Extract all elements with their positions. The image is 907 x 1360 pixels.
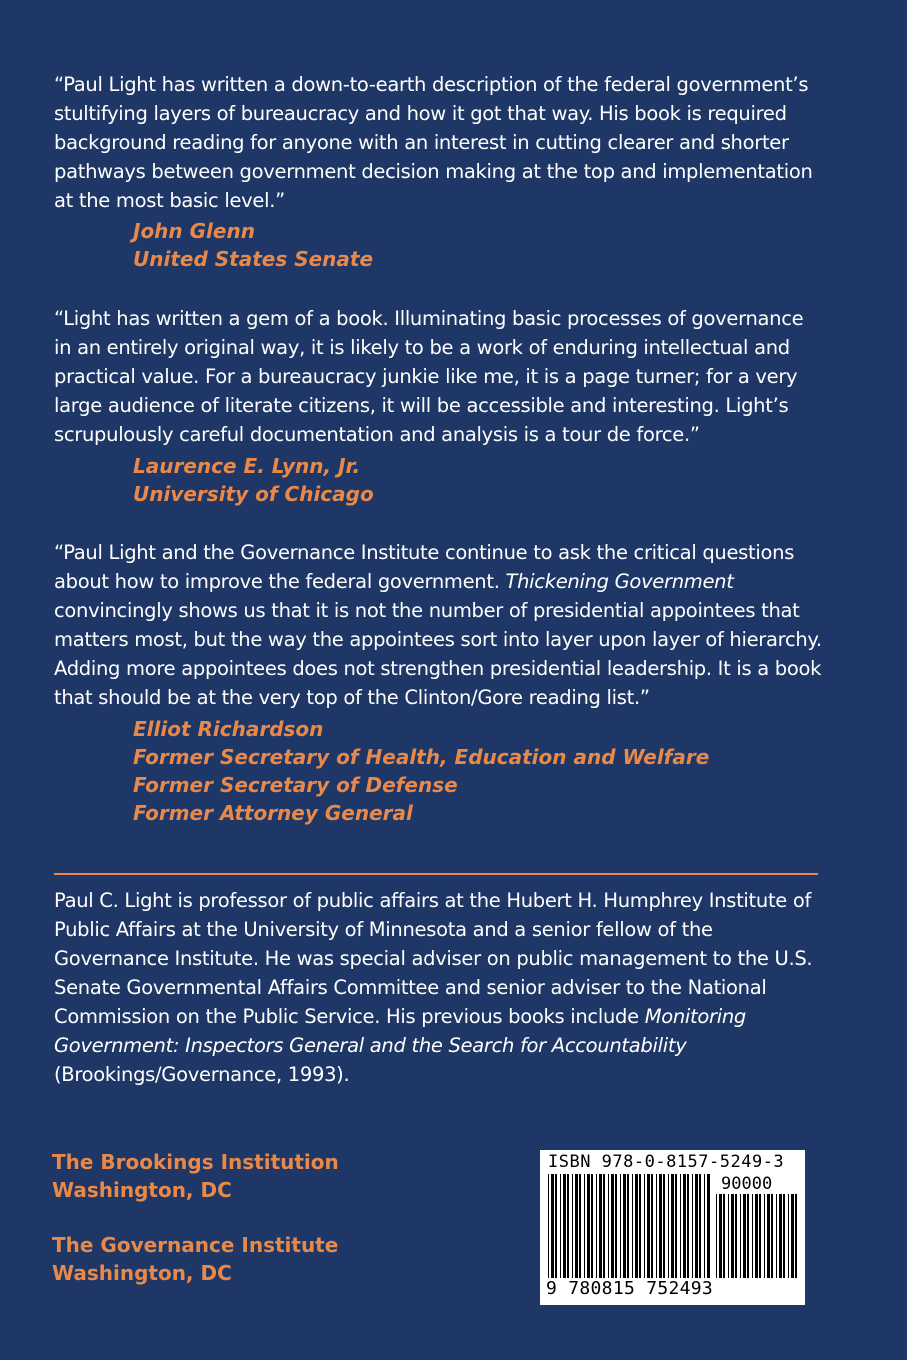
barcode-bar	[644, 1174, 645, 1278]
barcode-bar	[788, 1194, 789, 1278]
barcode-bar	[675, 1174, 677, 1278]
barcode-bar	[656, 1174, 657, 1278]
barcode-bar	[764, 1194, 765, 1278]
barcode-bar	[767, 1194, 770, 1278]
barcode-bar	[551, 1174, 554, 1278]
attribution-name: Laurence E. Lynn, Jr.	[133, 454, 361, 478]
divider	[54, 873, 818, 875]
publisher-brookings	[52, 1148, 339, 1204]
barcode-bar	[603, 1174, 605, 1278]
isbn-barcode	[540, 1150, 805, 1305]
attribution-title: Former Secretary of Health, Education and Welfare	[133, 745, 710, 769]
barcode-bar	[791, 1194, 794, 1278]
attribution-title: Former Attorney General	[133, 801, 413, 825]
barcode-bar	[632, 1174, 633, 1278]
barcode-bar	[567, 1174, 569, 1278]
barcode-bar	[563, 1174, 566, 1278]
barcode-bar	[692, 1174, 693, 1278]
barcode-bar	[615, 1174, 617, 1278]
quote-text: “Paul Light and the Governance Institute continue to ask the critical questions about how to improve the federal government.	[54, 541, 795, 593]
book-title: Thickening Government	[505, 570, 734, 593]
bio-text: Paul C. Light is professor of public affairs at the Hubert H. Humphrey Institute of Public Affairs at the University of Minnesota and a senior fellow of the Governance Institute. He was special adviser on public management to the U.S. Senate Governmental Affairs Committee and senior adviser to the National Commission on the Public Service. His previous books include	[54, 889, 813, 1028]
barcode-bar	[719, 1194, 722, 1278]
publisher-location: Washington, DC	[52, 1178, 232, 1202]
barcode-bar	[795, 1194, 797, 1278]
quote-richardson	[54, 538, 824, 712]
attribution-title: Former Secretary of Defense	[133, 773, 458, 797]
attribution-name: John Glenn	[133, 219, 255, 243]
quote-glenn: “Paul Light has written a down-to-earth description of the federal government’s stultifying layers of bureaucracy and how it got that way. His book is required background reading for anyone with an interest in cutting clearer and shorter pathways between government decision making at the top and implementation at the most basic level.”	[54, 73, 813, 212]
barcode-bar	[752, 1194, 753, 1278]
barcode-bar	[620, 1174, 621, 1278]
barcode-bar	[647, 1174, 650, 1278]
barcode-bar	[771, 1194, 773, 1278]
quote-lynn: “Light has written a gem of a book. Illuminating basic processes of governance in an entirely original way, it is likely to be a work of enduring intellectual and practical value. For a bureaucracy junkie like me, it is a page turner; for a very large audience of literate citizens, it will be accessible and interesting. Light’s scrupulously careful documentation and analysis is a tour de force.”	[54, 307, 804, 446]
barcode-bar	[579, 1174, 581, 1278]
barcode-bar	[611, 1174, 614, 1278]
barcode-bar	[695, 1174, 698, 1278]
barcode-bar	[704, 1174, 705, 1278]
attribution-richardson	[133, 715, 709, 827]
barcode-bar	[591, 1174, 593, 1278]
bio-text: (Brookings/Governance, 1993).	[54, 1063, 350, 1086]
barcode-bar	[683, 1174, 686, 1278]
barcode-bar	[627, 1174, 629, 1278]
barcode-bar	[668, 1174, 669, 1278]
attribution-name: Elliot Richardson	[133, 717, 324, 741]
barcode-bar	[671, 1174, 674, 1278]
barcode-bar	[560, 1174, 561, 1278]
barcode-bar	[699, 1174, 701, 1278]
barcode-bar	[747, 1194, 749, 1278]
price-barcode-bars	[716, 1194, 798, 1278]
attribution-title: University of Chicago	[133, 482, 374, 506]
barcode-bar	[651, 1174, 653, 1278]
barcode-bar	[735, 1194, 737, 1278]
author-bio	[54, 886, 824, 1089]
publisher-name: The Brookings Institution	[52, 1150, 339, 1174]
quote-text: convincingly shows us that it is not the number of presidential appointees that matters most, but the way the appointees sort into layer upon layer of hierarchy. Adding more appointees does not strengthen presidential leadership. It is a book that should be at the very top of the Clinton/Gore reading list.”	[54, 599, 822, 709]
attribution-title: United States Senate	[133, 247, 374, 271]
barcode-bar	[743, 1194, 746, 1278]
barcode-bar	[635, 1174, 638, 1278]
barcode-bar	[680, 1174, 681, 1278]
publisher-location: Washington, DC	[52, 1261, 232, 1285]
barcode-bar	[575, 1174, 578, 1278]
publisher-governance	[52, 1231, 338, 1287]
barcode-bar	[716, 1194, 717, 1278]
barcode-bar	[663, 1174, 665, 1278]
barcode-bar	[608, 1174, 609, 1278]
price-code: 90000	[721, 1174, 773, 1194]
barcode-bar	[728, 1194, 729, 1278]
barcode-bar	[783, 1194, 785, 1278]
barcode-bar	[587, 1174, 590, 1278]
barcode-bar	[776, 1194, 777, 1278]
barcode-bar	[596, 1174, 597, 1278]
attribution-glenn	[133, 217, 373, 273]
barcode-bar	[555, 1174, 557, 1278]
barcode-bar	[731, 1194, 734, 1278]
barcode-bar	[659, 1174, 662, 1278]
publisher-name: The Governance Institute	[52, 1233, 339, 1257]
barcode-bar	[755, 1194, 758, 1278]
barcode-bar	[623, 1174, 626, 1278]
barcode-bar	[548, 1174, 549, 1278]
barcode-bar	[779, 1194, 782, 1278]
isbn-number: ISBN 978-0-8157-5249-3	[548, 1152, 785, 1172]
barcode-bar	[740, 1194, 741, 1278]
barcode-bar	[599, 1174, 602, 1278]
barcode-bar	[584, 1174, 585, 1278]
book-title: Monitoring Government: Inspectors General and the Search for Accountability	[54, 1005, 746, 1057]
barcode-bar	[723, 1194, 725, 1278]
attribution-lynn	[133, 452, 374, 508]
barcode-bar	[572, 1174, 573, 1278]
barcode-bar	[759, 1194, 761, 1278]
barcode-bar	[687, 1174, 689, 1278]
barcode-bars	[548, 1174, 713, 1278]
barcode-bar	[639, 1174, 641, 1278]
barcode-bar	[707, 1174, 710, 1278]
ean-number: 9 780815 752493	[546, 1278, 714, 1299]
